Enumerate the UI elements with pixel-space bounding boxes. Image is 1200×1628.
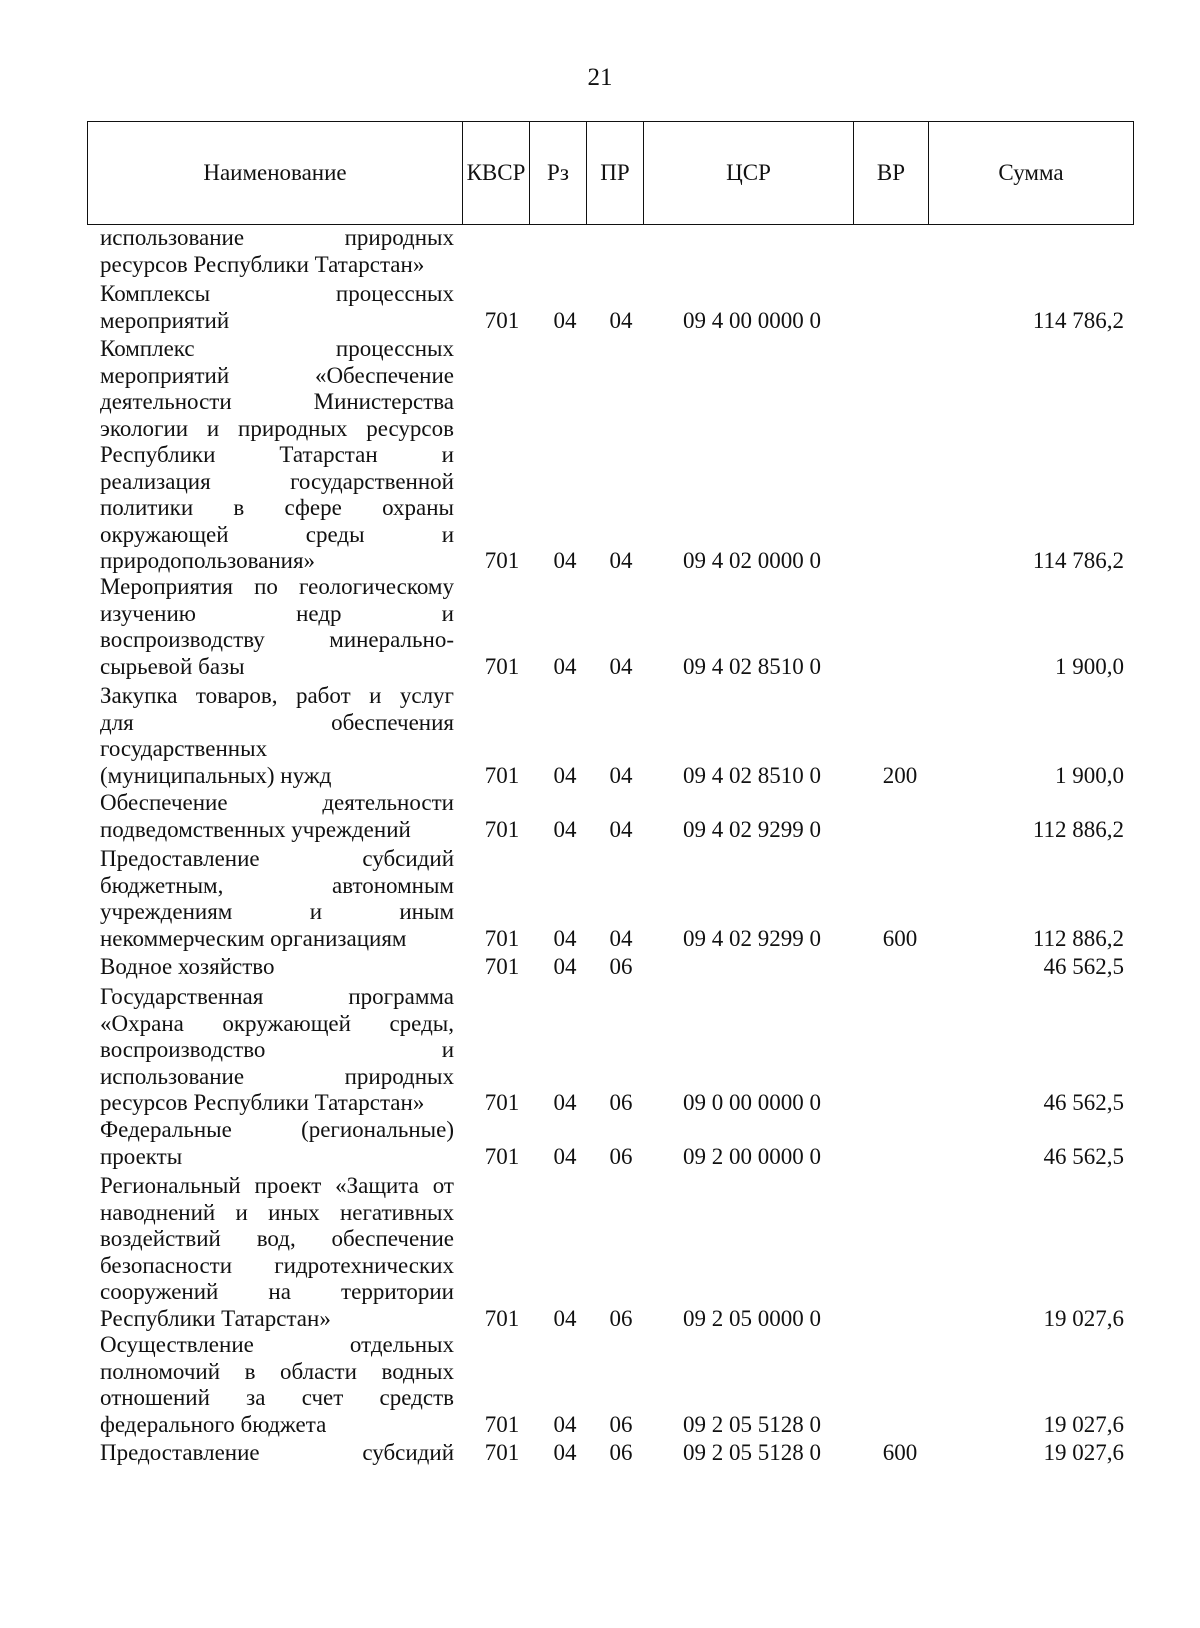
row-name [100, 846, 454, 952]
cell-kvsr: 701 [484, 307, 520, 333]
row-name-line: экологии и природных ресурсов [100, 415, 454, 441]
cell-pr: 04 [609, 925, 633, 951]
table-header [87, 121, 1134, 225]
row-name-line: воздействий вод, обеспечение [100, 1226, 454, 1251]
row-name-line: федерального бюджета [100, 1411, 327, 1437]
row-name [100, 225, 454, 278]
row-name-line: некоммерческим организациям [100, 925, 407, 951]
row-name-line: Комплексы процессных [100, 281, 454, 306]
row-name [100, 281, 454, 334]
row-name-line: политики в сфере охраны [100, 495, 454, 520]
cell-pr: 04 [609, 762, 633, 788]
cell-kvsr: 701 [484, 548, 520, 573]
row-name-line: Государственная программа [100, 984, 454, 1009]
row-name [100, 954, 454, 981]
cell-pr: 04 [609, 548, 633, 573]
row-name [100, 790, 454, 843]
row-name-line: Федеральные (региональные) [100, 1117, 454, 1142]
row-name [100, 984, 454, 1117]
cell-sum: 112 886,2 [1032, 816, 1124, 842]
cell-csr: 09 2 05 5128 0 [683, 1411, 821, 1437]
cell-csr: 09 2 00 0000 0 [683, 1143, 821, 1169]
cell-rz: 04 [553, 1305, 577, 1331]
row-name [100, 1440, 454, 1467]
cell-rz: 04 [553, 1143, 577, 1169]
cell-kvsr: 701 [484, 762, 520, 788]
cell-pr: 04 [609, 653, 633, 679]
cell-csr: 09 4 02 0000 0 [683, 548, 821, 573]
cell-csr: 09 2 05 5128 0 [683, 1440, 821, 1465]
row-name-line: Мероприятия по геологическому [100, 574, 454, 599]
row-name-line: подведомственных учреждений [100, 816, 411, 842]
row-name-line: проекты [100, 1143, 183, 1169]
cell-pr: 06 [609, 1305, 633, 1331]
cell-csr: 09 4 02 9299 0 [683, 925, 821, 951]
cell-kvsr: 701 [484, 1411, 520, 1437]
row-name-line: для обеспечения [100, 709, 454, 735]
row-name-line: окружающей среды и [100, 521, 454, 547]
row-name-line: мероприятий [100, 307, 230, 333]
cell-rz: 04 [553, 925, 577, 951]
row-name-line: «Охрана окружающей среды, [100, 1010, 454, 1036]
cell-kvsr: 701 [484, 925, 520, 951]
row-name-line: использование природных [100, 225, 454, 250]
cell-pr: 04 [609, 307, 633, 333]
cell-vr: 600 [882, 925, 918, 951]
cell-csr: 09 4 00 0000 0 [683, 307, 821, 333]
row-name [100, 1117, 454, 1170]
cell-sum: 46 562,5 [1043, 954, 1124, 979]
row-name-line: Закупка товаров, работ и услуг [100, 683, 454, 708]
column-header-rz: Рз [530, 122, 587, 225]
cell-sum: 1 900,0 [1055, 762, 1124, 788]
row-name-line: реализация государственной [100, 468, 454, 494]
cell-vr: 200 [882, 762, 918, 788]
cell-sum: 19 027,6 [1043, 1440, 1124, 1465]
row-name-line: сооружений на территории [100, 1279, 454, 1304]
cell-pr: 06 [609, 954, 633, 979]
row-name-line: деятельности Министерства [100, 389, 454, 414]
row-name-line: мероприятий «Обеспечение [100, 362, 454, 388]
row-name-line: полномочий в области водных [100, 1358, 454, 1384]
row-name [100, 1173, 454, 1332]
cell-pr: 06 [609, 1090, 633, 1115]
cell-kvsr: 701 [484, 1143, 520, 1169]
cell-sum: 114 786,2 [1032, 307, 1124, 333]
column-header-sum: Сумма [929, 122, 1134, 225]
cell-kvsr: 701 [484, 1090, 520, 1115]
row-name-line: бюджетным, автономным [100, 872, 454, 898]
row-name-line: использование природных [100, 1063, 454, 1089]
row-name-line: Водное хозяйство [100, 954, 275, 979]
column-header-vr: ВР [854, 122, 929, 225]
row-name-line: государственных [100, 736, 268, 761]
cell-pr: 06 [609, 1143, 633, 1169]
cell-sum: 46 562,5 [1043, 1143, 1124, 1169]
cell-rz: 04 [553, 1440, 577, 1465]
row-name-line: ресурсов Республики Татарстан» [100, 1090, 425, 1115]
cell-sum: 114 786,2 [1032, 548, 1124, 573]
page-number: 21 [587, 64, 613, 91]
cell-vr: 600 [882, 1440, 918, 1465]
cell-rz: 04 [553, 548, 577, 573]
cell-csr: 09 4 02 8510 0 [683, 653, 821, 679]
cell-sum: 46 562,5 [1043, 1090, 1124, 1115]
row-name-line: Республики Татарстан и [100, 442, 454, 467]
row-name [100, 336, 454, 575]
row-name-line: учреждениям и иным [100, 899, 454, 924]
row-name-line: Комплекс процессных [100, 336, 454, 361]
column-header-pr: ПР [587, 122, 644, 225]
row-name-line: наводнений и иных негативных [100, 1199, 454, 1225]
row-name-line: воспроизводству минерально- [100, 627, 454, 652]
cell-kvsr: 701 [484, 653, 520, 679]
row-name [100, 574, 454, 680]
cell-rz: 04 [553, 1411, 577, 1437]
row-name-line: безопасности гидротехнических [100, 1252, 454, 1278]
row-name [100, 1332, 454, 1438]
cell-rz: 04 [553, 653, 577, 679]
cell-kvsr: 701 [484, 954, 520, 979]
cell-rz: 04 [553, 762, 577, 788]
cell-kvsr: 701 [484, 1440, 520, 1465]
cell-rz: 04 [553, 307, 577, 333]
cell-csr: 09 0 00 0000 0 [683, 1090, 821, 1115]
row-name-line: отношений за счет средств [100, 1385, 454, 1410]
cell-sum: 19 027,6 [1043, 1305, 1124, 1331]
row-name-line: Осуществление отдельных [100, 1332, 454, 1357]
row-name-line: Республики Татарстан» [100, 1305, 331, 1331]
cell-csr: 09 2 05 0000 0 [683, 1305, 821, 1331]
cell-sum: 19 027,6 [1043, 1411, 1124, 1437]
row-name-line: (муниципальных) нужд [100, 762, 332, 788]
row-name [100, 683, 454, 789]
cell-pr: 06 [609, 1440, 633, 1465]
row-name-line: ресурсов Республики Татарстан» [100, 251, 425, 277]
cell-kvsr: 701 [484, 1305, 520, 1331]
row-name-line: Региональный проект «Защита от [100, 1173, 454, 1198]
row-name-line: Обеспечение деятельности [100, 790, 454, 815]
row-name-line: Предоставление субсидий [100, 1440, 454, 1465]
row-name-line: Предоставление субсидий [100, 846, 454, 871]
cell-rz: 04 [553, 1090, 577, 1115]
row-name-line: изучению недр и [100, 600, 454, 626]
cell-rz: 04 [553, 816, 577, 842]
cell-sum: 112 886,2 [1032, 925, 1124, 951]
cell-csr: 09 4 02 8510 0 [683, 762, 821, 788]
row-name-line: сырьевой базы [100, 653, 245, 679]
cell-kvsr: 701 [484, 816, 520, 842]
column-header-csr: ЦСР [644, 122, 854, 225]
row-name-line: природопользования» [100, 548, 316, 573]
cell-pr: 06 [609, 1411, 633, 1437]
row-name-line: воспроизводство и [100, 1037, 454, 1062]
cell-csr: 09 4 02 9299 0 [683, 816, 821, 842]
column-header-kvsr: КВСР [463, 122, 530, 225]
cell-rz: 04 [553, 954, 577, 979]
column-header-name: Наименование [88, 122, 463, 225]
cell-sum: 1 900,0 [1055, 653, 1124, 679]
cell-pr: 04 [609, 816, 633, 842]
